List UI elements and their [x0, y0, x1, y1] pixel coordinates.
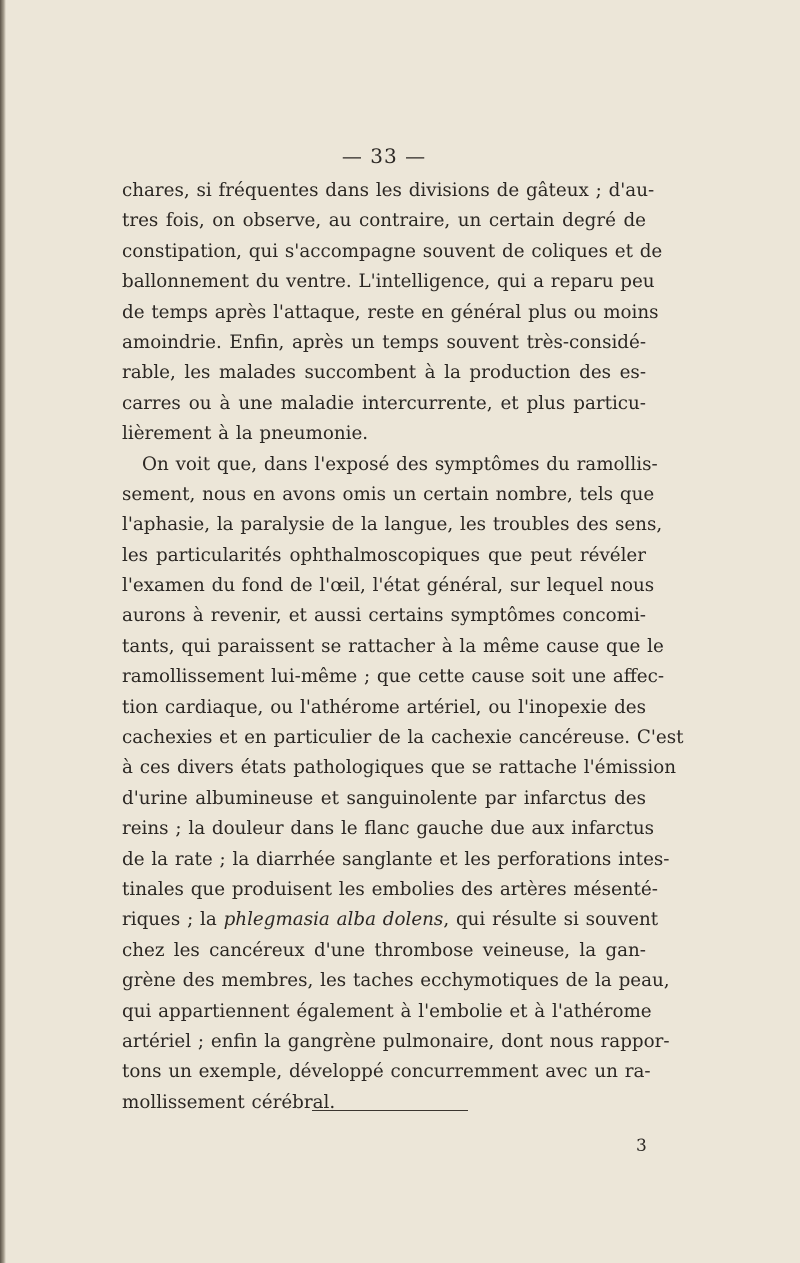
signature-mark: 3 — [636, 1136, 647, 1156]
text-line: grène des membres, les taches ecchymotiques de la peau, — [122, 970, 670, 992]
text-line: chez les cancéreux d'une thrombose veineuse, la gan- — [122, 939, 646, 961]
text-line: à ces divers états pathologiques que se rattache l'émission — [122, 757, 677, 779]
italic-term: phlegmasia alba dolens — [223, 909, 444, 931]
body-text — [122, 176, 684, 1118]
section-divider-rule — [312, 1110, 468, 1111]
text-line: carres ou à une maladie intercurrente, et plus particu- — [122, 392, 646, 414]
text-line: constipation, qui s'accompagne souvent de coliques et de — [122, 240, 663, 262]
text-line: mollissement cérébral. — [122, 1091, 336, 1113]
text-line: d'urine albumineuse et sanguinolente par infarctus des — [122, 787, 646, 809]
text-line: chares, si fréquentes dans les divisions de gâteux ; d'au- — [122, 180, 655, 201]
text-line: rable, les malades succombent à la production des es- — [122, 362, 646, 384]
text-line-with-italic — [122, 905, 659, 935]
text-line: l'aphasie, la paralysie de la langue, les troubles des sens, — [122, 514, 663, 536]
text-line: qui appartiennent également à l'embolie et à l'athérome — [122, 1000, 652, 1022]
text-segment: riques ; la — [122, 909, 224, 931]
text-line: tants, qui paraissent se rattacher à la même cause que le — [122, 635, 664, 657]
text-line: l'examen du fond de l'œil, l'état général, sur lequel nous — [122, 575, 655, 597]
text-line: On voit que, dans l'exposé des symptômes du ramollis- — [142, 453, 658, 475]
text-line: artériel ; enfin la gangrène pulmonaire, dont nous rappor- — [122, 1030, 670, 1052]
text-line: ramollissement lui-même ; que cette cause soit une affec- — [122, 666, 665, 688]
text-line: tres fois, on observe, au contraire, un certain degré de — [122, 210, 646, 232]
text-segment: , qui résulte si souvent — [443, 909, 659, 931]
page-number-header: — 33 — — [341, 144, 427, 168]
text-line: cachexies et en particulier de la cachexie cancéreuse. C'est — [122, 727, 684, 749]
text-line: amoindrie. Enfin, après un temps souvent très-considé- — [122, 331, 646, 353]
text-line: tons un exemple, développé concurremment avec un ra- — [122, 1061, 651, 1083]
text-line: de temps après l'attaque, reste en général plus ou moins — [122, 301, 659, 323]
text-line: tion cardiaque, ou l'athérome artériel, ou l'inopexie des — [122, 696, 646, 718]
text-line: tinales que produisent les embolies des artères mésenté- — [122, 878, 658, 900]
text-line: de la rate ; la diarrhée sanglante et les perforations intes- — [122, 848, 670, 870]
text-line: les particularités ophthalmoscopiques que peut révéler — [122, 544, 646, 566]
text-line: ballonnement du ventre. L'intelligence, qui a reparu peu — [122, 271, 655, 293]
text-line: lièrement à la pneumonie. — [122, 423, 369, 445]
text-line: reins ; la douleur dans le flanc gauche due aux infarctus — [122, 818, 655, 840]
page-binding-edge — [0, 0, 6, 1263]
text-line: aurons à revenir, et aussi certains symptômes concomi- — [122, 605, 646, 627]
text-line: sement, nous en avons omis un certain nombre, tels que — [122, 483, 655, 505]
